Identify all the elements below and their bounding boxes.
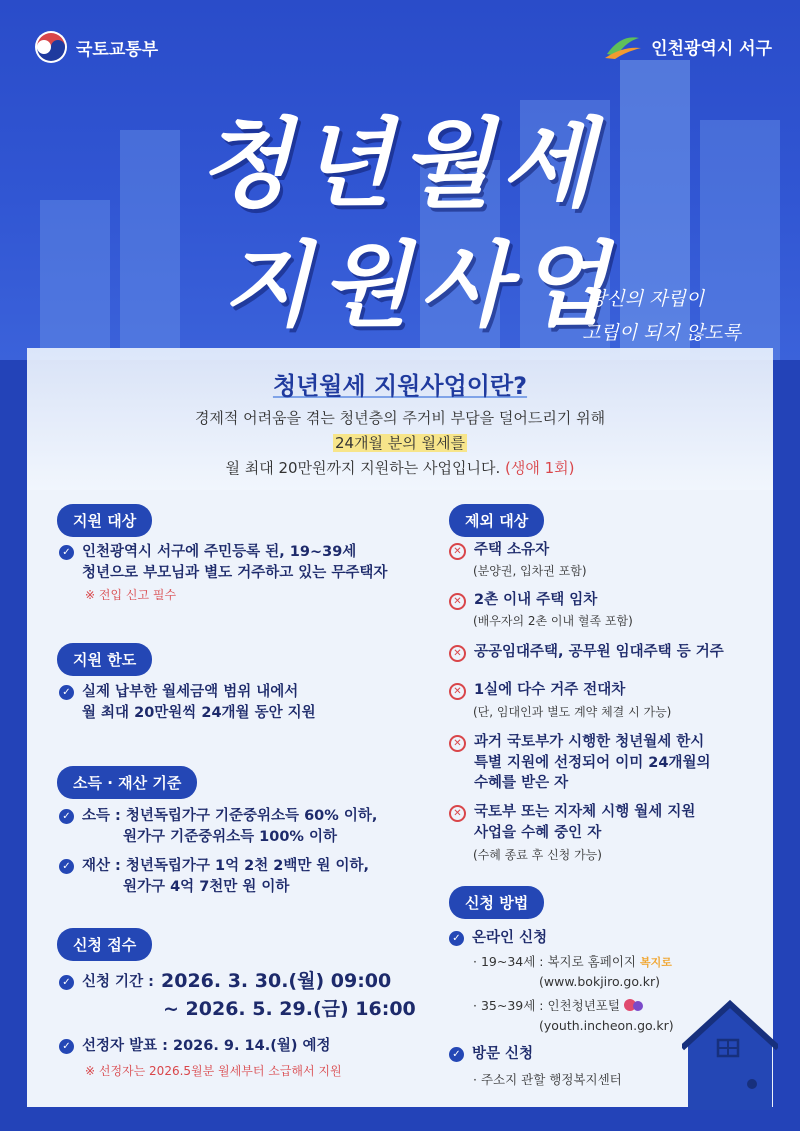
x-circle-icon: ✕ — [449, 683, 466, 700]
youth-portal-url: (youth.incheon.go.kr) — [539, 1018, 674, 1033]
check-icon: ✓ — [59, 545, 74, 560]
income-criteria: ✓ 소득 : 청년독립가구 기준중위소득 60% 이하, 원가구 기준중위소득 100% 이하 — [59, 806, 377, 847]
how-to-apply-label: 신청 방법 — [449, 886, 544, 919]
reception-period-start: 2026. 3. 30.(월) 09:00 — [161, 970, 392, 992]
exclusion-item-2-sub: (배우자의 2촌 이내 혈족 포함) — [473, 614, 633, 628]
exclusion-item-6: ✕ 국토부 또는 지자체 시행 월세 지원 사업을 수혜 중인 자 — [449, 802, 695, 843]
exclusion-item-3: ✕ 공공임대주택, 공무원 임대주택 등 거주 — [449, 642, 724, 663]
income-asset-label: 소득 · 재산 기준 — [57, 766, 197, 799]
reception-period-end: ~ 2026. 5. 29.(금) 16:00 — [163, 998, 416, 1020]
intro-line-2: 24개월 분의 월세를 — [334, 434, 466, 452]
intro-heading: 청년월세 지원사업이란? — [272, 372, 528, 400]
exclusion-item-1: ✕ 주택 소유자 — [449, 540, 549, 561]
support-target-label: 지원 대상 — [57, 504, 152, 537]
x-circle-icon: ✕ — [449, 735, 466, 752]
exclusion-item-2: ✕ 2촌 이내 주택 임차 — [449, 590, 597, 611]
check-icon: ✓ — [449, 1047, 464, 1062]
intro-line-1: 경제적 어려움을 겪는 청년층의 주거비 부담을 덜어드리기 위해 — [194, 409, 606, 427]
x-circle-icon: ✕ — [449, 645, 466, 662]
hero-banner — [0, 0, 800, 360]
support-limit-label: 지원 한도 — [57, 643, 152, 676]
reception-label: 신청 접수 — [57, 928, 152, 961]
support-target-note: ※ 전입 신고 필수 — [85, 588, 177, 602]
support-limit-text: ✓ 실제 납부한 월세금액 범위 내에서 월 최대 20만원씩 24개월 동안 지원 — [59, 682, 316, 723]
check-icon: ✓ — [59, 975, 74, 990]
reception-note: ※ 선정자는 2026.5월분 월세부터 소급해서 지원 — [85, 1064, 342, 1078]
check-icon: ✓ — [449, 931, 464, 946]
reception-period-label: ✓ 신청 기간 : — [59, 972, 154, 993]
intro-line-3: 월 최대 20만원까지 지원하는 사업입니다. (생애 1회) — [225, 459, 575, 477]
announce-date: ✓ 선정자 발표 : 2026. 9. 14.(월) 예정 — [59, 1036, 331, 1057]
visit-apply-detail: · 주소지 관할 행정복지센터 — [473, 1072, 622, 1087]
title-line-1: 청년월세 — [198, 107, 602, 220]
intro-section — [27, 348, 773, 490]
exclusion-item-6-sub: (수혜 종료 후 신청 가능) — [473, 848, 602, 862]
tagline-line-2: 고립이 되지 않도록 — [582, 322, 741, 344]
exclusion-item-4-sub: (단, 임대인과 별도 계약 체결 시 가능) — [473, 705, 672, 719]
exclusion-item-5: ✕ 과거 국토부가 시행한 청년월세 한시 특별 지원에 선정되어 이미 24개월의 수혜를 받은 자 — [449, 732, 710, 794]
bokjiro-logo: 복지로 — [639, 956, 672, 969]
molit-logo-text: 국토교통부 — [76, 39, 159, 60]
check-icon: ✓ — [59, 859, 74, 874]
seogu-logo — [603, 32, 772, 60]
title-line-2: 지원사업 — [222, 231, 618, 339]
exclusion-item-4: ✕ 1실에 다수 거주 전대차 — [449, 680, 625, 701]
exclusion-item-1-sub: (분양권, 입차권 포함) — [473, 564, 587, 578]
seogu-emblem-icon — [603, 32, 643, 60]
check-icon: ✓ — [59, 809, 74, 824]
seogu-logo-text: 인천광역시 서구 — [651, 38, 772, 59]
online-apply-bokjiro: · 19~34세 : 복지로 홈페이지 복지로 — [473, 954, 672, 969]
content-panel — [27, 490, 773, 1107]
exclusion-label: 제외 대상 — [449, 504, 544, 537]
house-icon — [682, 992, 778, 1110]
x-circle-icon: ✕ — [449, 805, 466, 822]
x-circle-icon: ✕ — [449, 543, 466, 560]
bokjiro-url: (www.bokjiro.go.kr) — [539, 974, 660, 989]
x-circle-icon: ✕ — [449, 593, 466, 610]
check-icon: ✓ — [59, 1039, 74, 1054]
online-apply-youth-portal: · 35~39세 : 인천청년포털 — [473, 996, 643, 1014]
taegeuk-icon — [34, 30, 68, 64]
asset-criteria: ✓ 재산 : 청년독립가구 1억 2천 2백만 원 이하, 원가구 4억 7천만 원 이하 — [59, 856, 369, 897]
tagline-line-1: 당신의 자립이 — [588, 288, 705, 310]
visit-apply: ✓ 방문 신청 — [449, 1044, 533, 1065]
molit-logo — [34, 30, 158, 64]
support-target-text: ✓ 인천광역시 서구에 주민등록 된, 19~39세 청년으로 부모님과 별도 거주하고 있는 무주택자 — [59, 542, 387, 583]
check-icon: ✓ — [59, 685, 74, 700]
online-apply: ✓ 온라인 신청 — [449, 928, 547, 949]
